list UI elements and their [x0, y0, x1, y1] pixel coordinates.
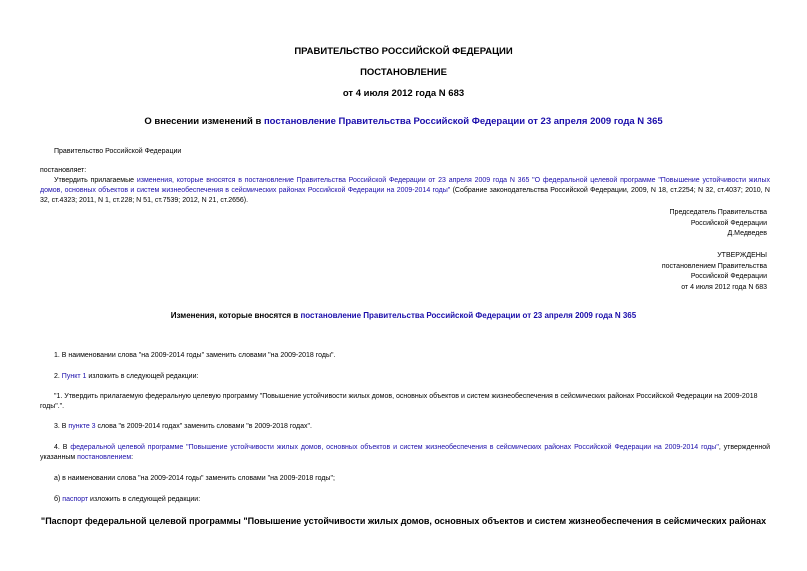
item-4-program-link[interactable]: федеральной целевой программе "Повышение устойчивости жилых домов, основных объектов и систем жизнеобеспечения в сейсмических районах Российской Федерации на 2009-2014 годы"	[70, 444, 719, 451]
approve-suffix: (Собрание законодательства Российской Федерации, 2009, N 18, ст.2254; N 32, ст.4037; 2010, N 32, ст.4323; 2011, N 1, ст.228; N 51, ст.7539; 2012, N 21, ст.2656).	[40, 187, 770, 204]
approved-block	[662, 251, 767, 293]
approved-line3: Российской Федерации	[690, 273, 767, 280]
resolution-link[interactable]: , которые вносятся в постановление Правительства Российской Федерации от 23 апреля 2009 года N 365 "О федеральной целевой программе "Повышение устойчивости жилых домов, основных объектов и систем жизнеобеспечения в сейсмических районах Российской Федерации на 2009-2014 годы"	[40, 177, 770, 194]
item-3-link[interactable]: пункте 3	[68, 423, 96, 430]
title-prefix: О внесении изменений в	[144, 116, 264, 127]
item-a: а) в наименовании слова "на 2009-2014 годы" заменить словами "на 2009-2018 годы";	[54, 475, 335, 482]
title-link[interactable]: постановление Правительства Российской Федерации от 23 апреля 2009 года N 365	[263, 116, 663, 127]
signature-line2: Российской Федерации	[690, 219, 767, 227]
item-b	[54, 495, 200, 505]
preamble-resolves: постановляет:	[40, 167, 87, 174]
approved-line1: УТВЕРЖДЕНЫ	[717, 252, 767, 259]
item-b-passport-link[interactable]: паспорт	[62, 496, 89, 503]
item-4	[40, 443, 770, 463]
changes-title-prefix: Изменения, которые вносятся в	[170, 311, 301, 320]
government-heading: ПРАВИТЕЛЬСТВО РОССИЙСКОЙ ФЕДЕРАЦИИ	[294, 46, 513, 57]
item-2-quote: "1. Утвердить прилагаемую федеральную целевую программу "Повышение устойчивости жилых домов, основных объектов и систем жизнеобеспечения в сейсмических районах Российской Федерации на 2009-2018 годы".".	[40, 393, 758, 410]
approved-line4: от 4 июля 2012 года N 683	[681, 283, 767, 291]
item-3-prefix: 3. В	[54, 423, 69, 430]
approve-paragraph	[40, 176, 770, 206]
item-2	[54, 372, 198, 382]
item-2-prefix: 2.	[54, 373, 62, 380]
changes-title-link[interactable]: постановление Правительства Российской Федерации от 23 апреля 2009 года N 365	[300, 311, 637, 320]
preamble-government: Правительство Российской Федерации	[54, 148, 182, 155]
changes-link[interactable]: изменения	[136, 177, 172, 184]
item-3	[54, 422, 312, 432]
signature-line1: Председатель Правительства	[669, 209, 767, 216]
signature-line3: Д.Медведев	[727, 230, 767, 237]
item-3-suffix: слова "в 2009-2014 годах" заменить словами "в 2009-2018 годах".	[95, 423, 312, 430]
item-2-suffix: изложить в следующей редакции:	[86, 373, 199, 380]
doc-type-heading: ПОСТАНОВЛЕНИЕ	[360, 67, 447, 78]
item-b-prefix: б)	[54, 496, 63, 503]
item-1: 1. В наименовании слова "на 2009-2014 годы" заменить словами "на 2009-2018 годы".	[54, 352, 336, 359]
approved-line2: постановлением Правительства	[661, 262, 767, 270]
changes-title	[0, 310, 807, 321]
item-4-prefix: 4. В	[54, 444, 71, 451]
item-4-suffix: :	[131, 454, 134, 461]
document-title	[0, 116, 807, 127]
signature-block	[670, 208, 767, 240]
approve-prefix: Утвердить прилагаемые	[54, 177, 137, 184]
item-2-link[interactable]: Пункт 1	[61, 373, 87, 380]
item-b-suffix: изложить в следующей редакции:	[88, 496, 201, 503]
date-number-heading: от 4 июля 2012 года N 683	[342, 88, 465, 99]
passport-heading: "Паспорт федеральной целевой программы "Повышение устойчивости жилых домов, основных объектов и систем жизнеобеспечения в сейсмических районах	[40, 516, 767, 526]
item-4-resolution-link[interactable]: постановлением	[77, 454, 132, 461]
item-4-mid: , утвержденной указанным	[40, 444, 771, 461]
